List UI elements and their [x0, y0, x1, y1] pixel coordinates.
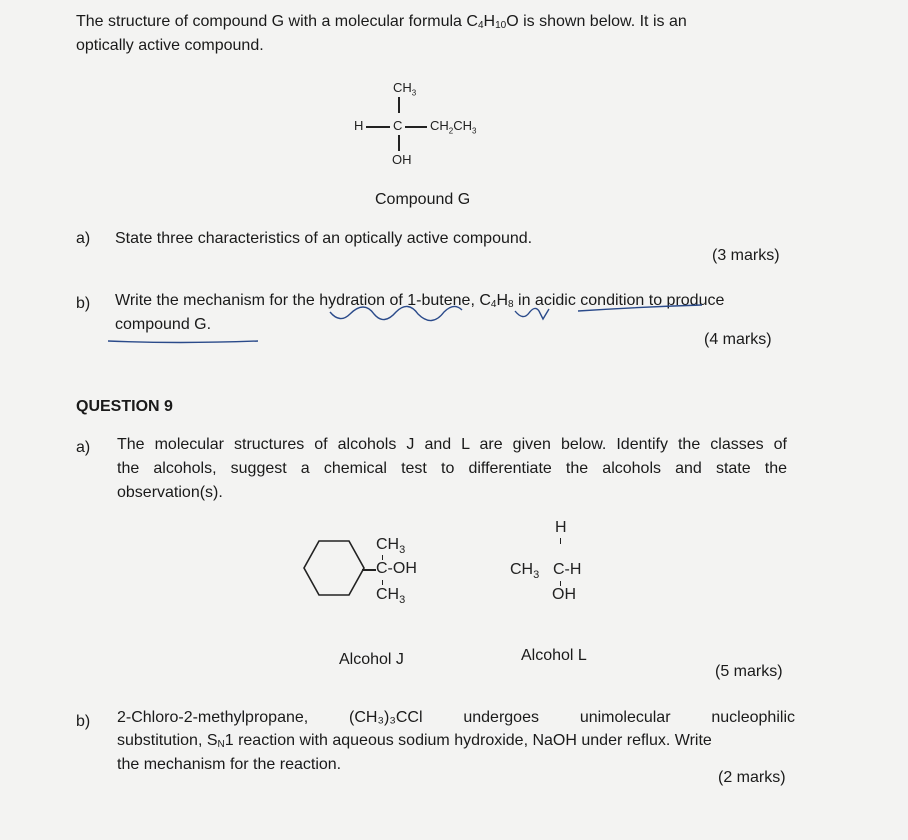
compound-g-center-atom: C [393, 118, 403, 133]
q9a-label: a) [76, 439, 91, 456]
alcohol-l-top: H [555, 519, 567, 536]
q9b-line-2: substitution, $S_N1$ reaction with aqueous sodium hydroxide, NaOH under reflux. Write [117, 732, 712, 750]
question-9-heading: QUESTION 9 [76, 398, 173, 415]
alcohol-j-bond-ring [362, 569, 376, 571]
q8a-label: a) [76, 230, 91, 247]
q9b-line-1: 2-Chloro-2-methylpropane, (CH₃)₃CCl undergoes unimolecular nucleophilic [117, 709, 795, 726]
underline-produce [578, 305, 702, 311]
q9a-line-1: The molecular structures of alcohols J and L are given below. Identify the classes of [117, 436, 787, 453]
compound-g-top-group: $CH_3$ [393, 80, 417, 98]
compound-g-right-group: $CH_2CH_3$ [430, 118, 477, 136]
alcohol-l-bond-top [560, 538, 561, 544]
wavy-underline-formula [515, 308, 549, 319]
alcohol-j-bond-bottom [382, 580, 383, 585]
q8a-marks: (3 marks) [712, 247, 780, 264]
alcohol-j-top-group: $CH_3$ [376, 536, 406, 557]
q8b-label: b) [76, 295, 91, 312]
alcohol-j-bottom-group: $CH_3$ [376, 586, 406, 607]
q8a-text: State three characteristics of an optically active compound. [115, 230, 533, 247]
cyclohexane-ring [302, 537, 372, 607]
alcohol-l-caption: Alcohol L [521, 647, 587, 664]
underline-compound-g [108, 341, 258, 343]
q9a-line-2: the alcohols, suggest a chemical test to differentiate the alcohols and state the [117, 460, 787, 477]
q9b-line-3: the mechanism for the reaction. [117, 756, 342, 773]
q9a-marks: (5 marks) [715, 663, 783, 680]
compound-g-bottom-group: OH [392, 152, 412, 167]
q9a-line-3: observation(s). [117, 484, 223, 501]
alcohol-l-left-group: $CH_3$ [510, 561, 540, 582]
alcohol-l-bottom: OH [552, 586, 576, 603]
intro-line-1: The structure of compound G with a molecular formula $C_4H_{10}O$ is shown below. It is an [76, 13, 687, 31]
compound-g-caption: Compound G [375, 191, 471, 208]
q9b-marks: (2 marks) [718, 769, 786, 786]
alcohol-l-center: C-H [553, 561, 582, 578]
wavy-underline-hydration [330, 306, 462, 320]
q8b-line-2: compound G. [115, 316, 212, 333]
compound-g-left-atom: H [354, 118, 364, 133]
alcohol-j-center: C-OH [376, 560, 417, 577]
q9b-label: b) [76, 713, 91, 730]
q8b-marks: (4 marks) [704, 331, 772, 348]
intro-line-2: optically active compound. [76, 37, 264, 54]
alcohol-j-caption: Alcohol J [339, 651, 404, 668]
q8b-line-1: Write the mechanism for the hydration of 1-butene, $C_4H_8$ in acidic condition to produce [115, 292, 725, 310]
